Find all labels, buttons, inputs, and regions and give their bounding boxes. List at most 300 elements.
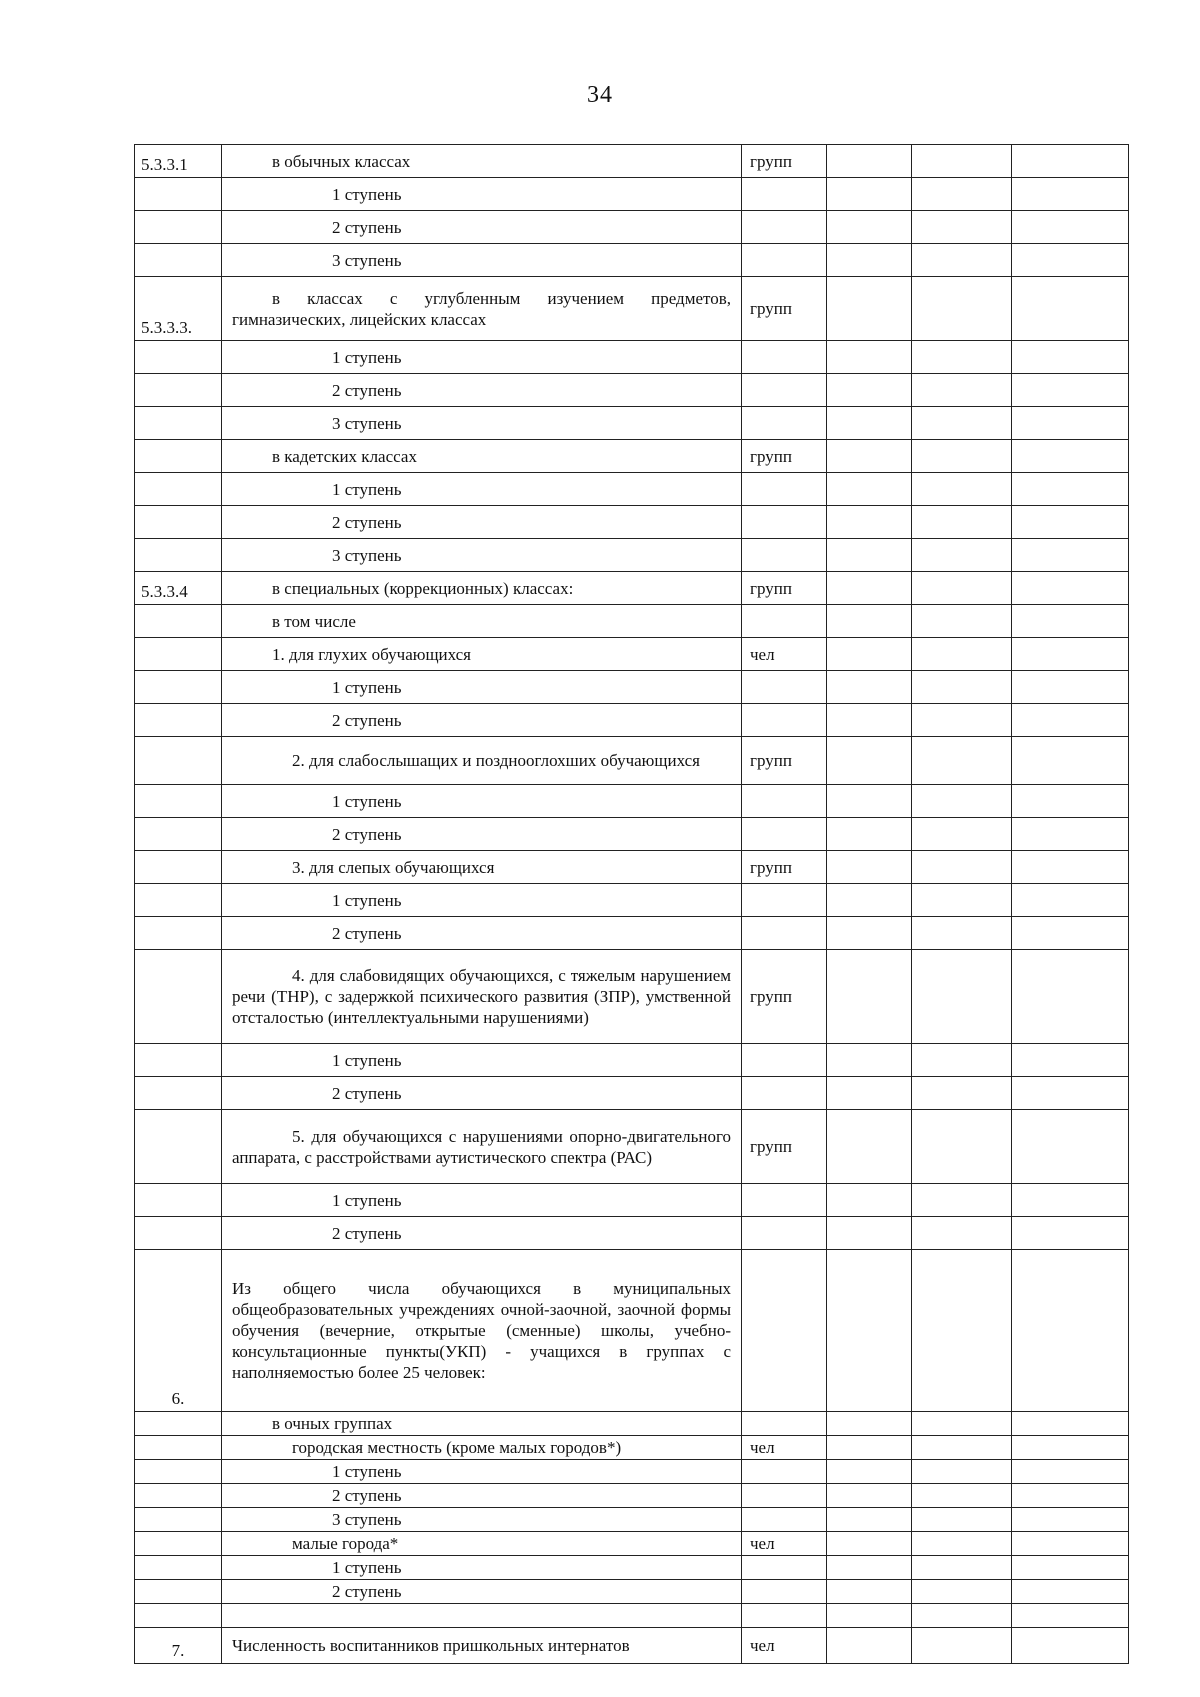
- empty-value-cell: [1012, 1556, 1129, 1580]
- row-code: 5.3.3.3.: [141, 318, 192, 337]
- empty-value-cell: [1012, 1604, 1129, 1628]
- row-unit-cell: [742, 211, 827, 244]
- row-code-cell: [135, 785, 222, 818]
- table-row: [135, 1077, 1129, 1110]
- empty-value-cell: [827, 671, 912, 704]
- table-row: [135, 1580, 1129, 1604]
- row-name-cell: [222, 277, 742, 341]
- row-unit-cell: [742, 341, 827, 374]
- row-code: 6.: [171, 1389, 185, 1408]
- row-code-cell: [135, 440, 222, 473]
- empty-value-cell: [827, 473, 912, 506]
- row-unit-cell: [742, 1044, 827, 1077]
- empty-value-cell: [1012, 539, 1129, 572]
- table-row: [135, 1508, 1129, 1532]
- table-row: [135, 407, 1129, 440]
- empty-value-cell: [1012, 341, 1129, 374]
- table-row: [135, 440, 1129, 473]
- row-name-cell: [222, 884, 742, 917]
- empty-value-cell: [1012, 277, 1129, 341]
- empty-value-cell: [1012, 244, 1129, 277]
- table-row: [135, 851, 1129, 884]
- row-name: 2 ступень: [332, 1223, 402, 1243]
- row-code-cell: [135, 1532, 222, 1556]
- empty-value-cell: [827, 277, 912, 341]
- table-row: [135, 638, 1129, 671]
- row-name: городская местность (кроме малых городов*): [292, 1437, 622, 1457]
- row-name: 1 ступень: [332, 677, 402, 697]
- row-code-cell: [135, 211, 222, 244]
- row-unit-cell: [742, 851, 827, 884]
- empty-value-cell: [1012, 572, 1129, 605]
- row-unit: групп: [750, 299, 792, 318]
- row-name-cell: [222, 1532, 742, 1556]
- empty-value-cell: [827, 1077, 912, 1110]
- row-name-cell: [222, 917, 742, 950]
- row-name-cell: [222, 1217, 742, 1250]
- empty-value-cell: [1012, 884, 1129, 917]
- row-code-cell: [135, 277, 222, 341]
- empty-value-cell: [827, 1484, 912, 1508]
- empty-value-cell: [912, 572, 1012, 605]
- row-code-cell: [135, 178, 222, 211]
- row-code-cell: [135, 950, 222, 1044]
- row-code-cell: [135, 1604, 222, 1628]
- row-name-cell: [222, 1250, 742, 1412]
- empty-value-cell: [1012, 1532, 1129, 1556]
- row-name: Из общего числа обучающихся в муниципальных общеобразовательных учреждениях очной-заочной, заочной формы обучения (вечерние, открытые (сменные) школы, учебно-консультационные пункты(УКП) - учащихся в группах с наполняемостью более 25 человек:: [232, 1279, 731, 1382]
- row-code-cell: [135, 374, 222, 407]
- empty-value-cell: [827, 178, 912, 211]
- table-row: [135, 704, 1129, 737]
- table-row: [135, 1532, 1129, 1556]
- empty-value-cell: [912, 1412, 1012, 1436]
- empty-value-cell: [827, 851, 912, 884]
- row-name: 2 ступень: [332, 1581, 402, 1601]
- row-unit-cell: [742, 1460, 827, 1484]
- empty-value-cell: [1012, 704, 1129, 737]
- row-code: 5.3.3.4: [141, 582, 188, 601]
- row-name: в очных группах: [272, 1413, 393, 1433]
- row-unit-cell: [742, 1412, 827, 1436]
- row-unit-cell: [742, 539, 827, 572]
- empty-value-cell: [912, 1484, 1012, 1508]
- row-unit: групп: [750, 857, 792, 877]
- empty-value-cell: [827, 737, 912, 785]
- empty-value-cell: [827, 506, 912, 539]
- row-name: 1 ступень: [332, 1190, 402, 1210]
- row-name-cell: [222, 638, 742, 671]
- row-name: 2 ступень: [332, 710, 402, 730]
- row-unit: групп: [750, 1137, 792, 1156]
- row-name-cell: [222, 1110, 742, 1184]
- row-code-cell: [135, 818, 222, 851]
- empty-value-cell: [912, 638, 1012, 671]
- table-row: [135, 277, 1129, 341]
- row-code-cell: [135, 1484, 222, 1508]
- empty-value-cell: [912, 473, 1012, 506]
- empty-value-cell: [827, 1412, 912, 1436]
- row-unit-cell: [742, 506, 827, 539]
- row-code-cell: [135, 851, 222, 884]
- row-code: 5.3.3.1: [141, 155, 188, 174]
- empty-value-cell: [1012, 1580, 1129, 1604]
- table-row: [135, 178, 1129, 211]
- row-name: 2 ступень: [332, 923, 402, 943]
- row-unit: групп: [750, 751, 792, 770]
- table-row: [135, 1556, 1129, 1580]
- row-name: малые города*: [292, 1533, 399, 1553]
- empty-value-cell: [912, 671, 1012, 704]
- table-row: [135, 506, 1129, 539]
- row-unit-cell: [742, 244, 827, 277]
- row-code-cell: [135, 572, 222, 605]
- empty-value-cell: [912, 341, 1012, 374]
- empty-value-cell: [912, 704, 1012, 737]
- row-name-cell: [222, 1556, 742, 1580]
- empty-value-cell: [912, 1110, 1012, 1184]
- empty-value-cell: [912, 1250, 1012, 1412]
- row-name-cell: [222, 671, 742, 704]
- table-row: [135, 950, 1129, 1044]
- row-name: 2 ступень: [332, 512, 402, 532]
- row-unit-cell: [742, 178, 827, 211]
- row-unit-cell: [742, 1110, 827, 1184]
- row-code-cell: [135, 1556, 222, 1580]
- row-code-cell: [135, 539, 222, 572]
- empty-value-cell: [912, 737, 1012, 785]
- row-name-cell: [222, 407, 742, 440]
- row-code-cell: [135, 1077, 222, 1110]
- table-row: [135, 1436, 1129, 1460]
- row-unit-cell: [742, 374, 827, 407]
- table-row: [135, 1217, 1129, 1250]
- table-row: [135, 1184, 1129, 1217]
- empty-value-cell: [912, 244, 1012, 277]
- empty-value-cell: [1012, 851, 1129, 884]
- empty-value-cell: [1012, 1460, 1129, 1484]
- table-row: [135, 605, 1129, 638]
- row-unit-cell: [742, 704, 827, 737]
- row-name: 1 ступень: [332, 1557, 402, 1577]
- row-code-cell: [135, 737, 222, 785]
- row-unit-cell: [742, 884, 827, 917]
- empty-value-cell: [827, 1044, 912, 1077]
- table-row: [135, 1250, 1129, 1412]
- empty-value-cell: [827, 638, 912, 671]
- empty-value-cell: [1012, 818, 1129, 851]
- row-name: в том числе: [272, 611, 356, 631]
- row-name: 1 ступень: [332, 890, 402, 910]
- row-name: в кадетских классах: [272, 446, 417, 466]
- row-name: 1 ступень: [332, 184, 402, 204]
- row-code-cell: [135, 1044, 222, 1077]
- empty-value-cell: [912, 1532, 1012, 1556]
- table-row: [135, 244, 1129, 277]
- row-name-cell: [222, 1508, 742, 1532]
- row-name-cell: [222, 1184, 742, 1217]
- row-code-cell: [135, 341, 222, 374]
- row-code-cell: [135, 1412, 222, 1436]
- row-name-cell: [222, 950, 742, 1044]
- row-name-cell: [222, 1628, 742, 1664]
- row-code-cell: [135, 1460, 222, 1484]
- row-code-cell: [135, 244, 222, 277]
- empty-value-cell: [827, 341, 912, 374]
- empty-value-cell: [827, 1110, 912, 1184]
- table-body: [135, 145, 1129, 1664]
- row-name: 2. для слабослышащих и позднооглохших обучающихся: [292, 751, 700, 770]
- empty-value-cell: [827, 884, 912, 917]
- row-code-cell: [135, 1250, 222, 1412]
- empty-value-cell: [1012, 506, 1129, 539]
- table-row: [135, 737, 1129, 785]
- empty-value-cell: [1012, 1508, 1129, 1532]
- row-unit-cell: [742, 785, 827, 818]
- empty-value-cell: [827, 244, 912, 277]
- row-name-cell: [222, 374, 742, 407]
- row-name-cell: [222, 1436, 742, 1460]
- row-name-cell: [222, 145, 742, 178]
- row-unit-cell: [742, 638, 827, 671]
- page-number: 34: [587, 82, 613, 108]
- empty-value-cell: [1012, 1184, 1129, 1217]
- row-unit-cell: [742, 1556, 827, 1580]
- row-name: 2 ступень: [332, 217, 402, 237]
- empty-value-cell: [912, 1077, 1012, 1110]
- row-name-cell: [222, 1484, 742, 1508]
- row-code-cell: [135, 638, 222, 671]
- empty-value-cell: [912, 211, 1012, 244]
- empty-value-cell: [827, 440, 912, 473]
- row-unit-cell: [742, 277, 827, 341]
- row-code-cell: [135, 704, 222, 737]
- row-name-cell: [222, 737, 742, 785]
- row-unit-cell: [742, 1532, 827, 1556]
- empty-value-cell: [912, 407, 1012, 440]
- row-name: 2 ступень: [332, 380, 402, 400]
- row-unit-cell: [742, 1604, 827, 1628]
- empty-value-cell: [912, 1628, 1012, 1664]
- row-name-cell: [222, 1412, 742, 1436]
- row-unit-cell: [742, 440, 827, 473]
- row-name: в классах с углубленным изучением предметов, гимназических, лицейских классах: [232, 288, 731, 329]
- row-name-cell: [222, 704, 742, 737]
- row-name: 1 ступень: [332, 1050, 402, 1070]
- row-unit: групп: [750, 446, 792, 466]
- table-row: [135, 341, 1129, 374]
- empty-value-cell: [1012, 1436, 1129, 1460]
- row-name: 3 ступень: [332, 1509, 402, 1529]
- row-name: 1 ступень: [332, 347, 402, 367]
- empty-value-cell: [827, 1436, 912, 1460]
- empty-value-cell: [1012, 1110, 1129, 1184]
- empty-value-cell: [827, 1628, 912, 1664]
- empty-value-cell: [827, 704, 912, 737]
- row-name: Численность воспитанников пришкольных интернатов: [232, 1636, 630, 1655]
- row-unit-cell: [742, 818, 827, 851]
- empty-value-cell: [912, 1508, 1012, 1532]
- row-code-cell: [135, 1217, 222, 1250]
- empty-value-cell: [1012, 785, 1129, 818]
- empty-value-cell: [827, 1217, 912, 1250]
- empty-value-cell: [827, 950, 912, 1044]
- empty-value-cell: [912, 851, 1012, 884]
- row-unit-cell: [742, 572, 827, 605]
- empty-value-cell: [827, 539, 912, 572]
- row-code-cell: [135, 145, 222, 178]
- empty-value-cell: [912, 539, 1012, 572]
- empty-value-cell: [827, 145, 912, 178]
- row-name-cell: [222, 1460, 742, 1484]
- empty-value-cell: [912, 1184, 1012, 1217]
- row-unit-cell: [742, 407, 827, 440]
- row-unit: групп: [750, 987, 792, 1006]
- row-code-cell: [135, 407, 222, 440]
- empty-value-cell: [912, 605, 1012, 638]
- empty-value-cell: [912, 917, 1012, 950]
- empty-value-cell: [912, 1556, 1012, 1580]
- table-row: [135, 145, 1129, 178]
- table-row: [135, 211, 1129, 244]
- table-row: [135, 785, 1129, 818]
- empty-value-cell: [827, 1532, 912, 1556]
- row-code-cell: [135, 1628, 222, 1664]
- row-unit-cell: [742, 671, 827, 704]
- row-name: 3. для слепых обучающихся: [292, 857, 495, 877]
- table-row: [135, 1484, 1129, 1508]
- row-unit-cell: [742, 1484, 827, 1508]
- table-row: [135, 473, 1129, 506]
- empty-value-cell: [912, 145, 1012, 178]
- empty-value-cell: [912, 818, 1012, 851]
- row-unit-cell: [742, 1184, 827, 1217]
- row-unit-cell: [742, 1250, 827, 1412]
- row-code-cell: [135, 1508, 222, 1532]
- row-name: 5. для обучающихся с нарушениями опорно-двигательного аппарата, с расстройствами аутистического спектра (РАС): [232, 1126, 731, 1167]
- row-name: 3 ступень: [332, 250, 402, 270]
- empty-value-cell: [827, 211, 912, 244]
- table-row: [135, 1604, 1129, 1628]
- table-row: [135, 572, 1129, 605]
- empty-value-cell: [827, 785, 912, 818]
- empty-value-cell: [1012, 1628, 1129, 1664]
- row-name: 3 ступень: [332, 545, 402, 565]
- empty-value-cell: [1012, 211, 1129, 244]
- row-unit-cell: [742, 917, 827, 950]
- row-code-cell: [135, 605, 222, 638]
- row-name-cell: [222, 818, 742, 851]
- empty-value-cell: [912, 178, 1012, 211]
- row-name-cell: [222, 539, 742, 572]
- empty-value-cell: [1012, 605, 1129, 638]
- table-row: [135, 671, 1129, 704]
- row-unit-cell: [742, 1628, 827, 1664]
- empty-value-cell: [912, 884, 1012, 917]
- row-unit: чел: [750, 1636, 775, 1655]
- row-unit-cell: [742, 1508, 827, 1532]
- row-name-cell: [222, 341, 742, 374]
- empty-value-cell: [1012, 407, 1129, 440]
- table-row: [135, 374, 1129, 407]
- row-code: 7.: [171, 1641, 185, 1660]
- row-name: 2 ступень: [332, 1485, 402, 1505]
- empty-value-cell: [912, 506, 1012, 539]
- row-name: в обычных классах: [272, 151, 411, 171]
- row-name-cell: [222, 785, 742, 818]
- empty-value-cell: [1012, 374, 1129, 407]
- empty-value-cell: [827, 1184, 912, 1217]
- row-name-cell: [222, 1044, 742, 1077]
- row-name-cell: [222, 1580, 742, 1604]
- empty-value-cell: [912, 440, 1012, 473]
- table-row: [135, 884, 1129, 917]
- row-name-cell: [222, 244, 742, 277]
- table-row: [135, 1460, 1129, 1484]
- row-name-cell: [222, 211, 742, 244]
- row-unit: чел: [750, 1533, 775, 1553]
- row-name: 1 ступень: [332, 791, 402, 811]
- row-name-cell: [222, 851, 742, 884]
- table-row: [135, 917, 1129, 950]
- table-row: [135, 1412, 1129, 1436]
- empty-value-cell: [827, 1250, 912, 1412]
- empty-value-cell: [912, 1217, 1012, 1250]
- empty-value-cell: [1012, 737, 1129, 785]
- empty-value-cell: [1012, 1250, 1129, 1412]
- empty-value-cell: [912, 1604, 1012, 1628]
- empty-value-cell: [1012, 917, 1129, 950]
- empty-value-cell: [912, 785, 1012, 818]
- row-code-cell: [135, 1436, 222, 1460]
- row-name: 1 ступень: [332, 1461, 402, 1481]
- row-code-cell: [135, 473, 222, 506]
- row-unit-cell: [742, 1077, 827, 1110]
- row-name-cell: [222, 1077, 742, 1110]
- empty-value-cell: [1012, 1077, 1129, 1110]
- empty-value-cell: [1012, 473, 1129, 506]
- table-row: [135, 818, 1129, 851]
- empty-value-cell: [1012, 178, 1129, 211]
- table-row: [135, 1628, 1129, 1664]
- empty-value-cell: [827, 818, 912, 851]
- empty-value-cell: [912, 1460, 1012, 1484]
- row-name: 2 ступень: [332, 824, 402, 844]
- empty-value-cell: [827, 605, 912, 638]
- empty-value-cell: [827, 1580, 912, 1604]
- empty-value-cell: [912, 277, 1012, 341]
- row-code-cell: [135, 917, 222, 950]
- row-name-cell: [222, 572, 742, 605]
- empty-value-cell: [912, 1044, 1012, 1077]
- row-name-cell: [222, 605, 742, 638]
- empty-value-cell: [1012, 1044, 1129, 1077]
- row-unit-cell: [742, 1580, 827, 1604]
- row-code-cell: [135, 671, 222, 704]
- empty-value-cell: [827, 1556, 912, 1580]
- empty-value-cell: [1012, 145, 1129, 178]
- row-unit-cell: [742, 1436, 827, 1460]
- row-name-cell: [222, 178, 742, 211]
- row-unit-cell: [742, 1217, 827, 1250]
- empty-value-cell: [1012, 671, 1129, 704]
- empty-value-cell: [827, 374, 912, 407]
- table-row: [135, 1110, 1129, 1184]
- empty-value-cell: [1012, 1412, 1129, 1436]
- row-code-cell: [135, 506, 222, 539]
- row-code-cell: [135, 1110, 222, 1184]
- row-name: 3 ступень: [332, 413, 402, 433]
